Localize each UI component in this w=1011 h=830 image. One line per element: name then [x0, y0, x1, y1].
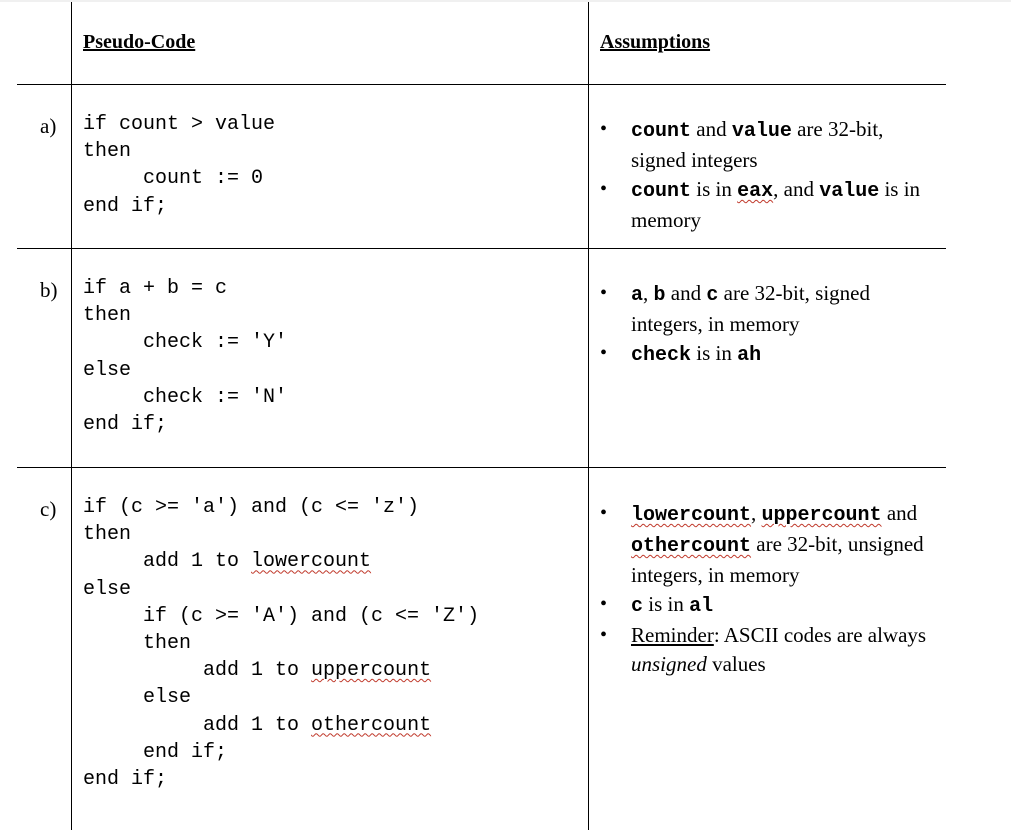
code-line: else: [83, 358, 132, 382]
code-line: end if;: [83, 767, 168, 791]
code-line: then: [83, 523, 132, 547]
header-pseudo-code: Pseudo-Code: [83, 31, 196, 53]
row-label-a: a): [40, 114, 57, 138]
assumption-item: • c is in al: [600, 590, 940, 621]
assumption-item: • count and value are 32-bit, signed integers: [600, 115, 940, 175]
table-divider-middle: [588, 2, 589, 830]
pseudo-code-b: [83, 275, 287, 438]
code-line: check := 'Y': [83, 331, 288, 355]
code-line: else: [83, 686, 192, 710]
page-top-edge: [0, 0, 1011, 2]
assumption-item: • check is in ah: [600, 339, 940, 370]
code-line: if (c >= 'A') and (c <= 'Z'): [83, 604, 480, 628]
assumption-item: • lowercount, uppercount and othercount are 32-bit, unsigned integers, in memory: [600, 499, 940, 590]
code-line: else: [83, 577, 132, 601]
pseudo-code-a: [83, 111, 275, 220]
code-line: add 1 to uppercount: [83, 659, 432, 683]
assumption-item: • count is in eax, and value is in memory: [600, 175, 940, 235]
header-assumptions: Assumptions: [600, 31, 711, 53]
code-line: add 1 to lowercount: [83, 550, 372, 574]
code-line: end if;: [83, 412, 168, 436]
code-line: check := 'N': [83, 385, 288, 409]
assumption-item: • Reminder: ASCII codes are always unsigned values: [600, 621, 940, 679]
assumptions-list-b: [600, 279, 940, 370]
code-line: count := 0: [83, 167, 264, 191]
table-rule-a: [17, 248, 946, 249]
code-line: end if;: [83, 740, 228, 764]
assumption-item: • a, b and c are 32-bit, signed integers, in memory: [600, 279, 940, 339]
code-line: end if;: [83, 194, 168, 218]
code-line: then: [83, 140, 132, 164]
code-line: then: [83, 304, 132, 328]
pseudo-code-c: [83, 494, 479, 793]
code-line: add 1 to othercount: [83, 713, 432, 737]
code-line: if a + b = c: [83, 277, 228, 300]
code-line: if count > value: [83, 113, 276, 136]
assumptions-list-c: [600, 499, 940, 679]
code-line: then: [83, 631, 192, 655]
table-rule-header: [17, 84, 946, 85]
table-rule-b: [17, 467, 946, 468]
table-divider-left: [71, 2, 72, 830]
row-label-b: b): [40, 278, 58, 302]
assumptions-list-a: [600, 115, 940, 235]
code-line: if (c >= 'a') and (c <= 'z'): [83, 496, 420, 519]
row-label-c: c): [40, 497, 57, 521]
